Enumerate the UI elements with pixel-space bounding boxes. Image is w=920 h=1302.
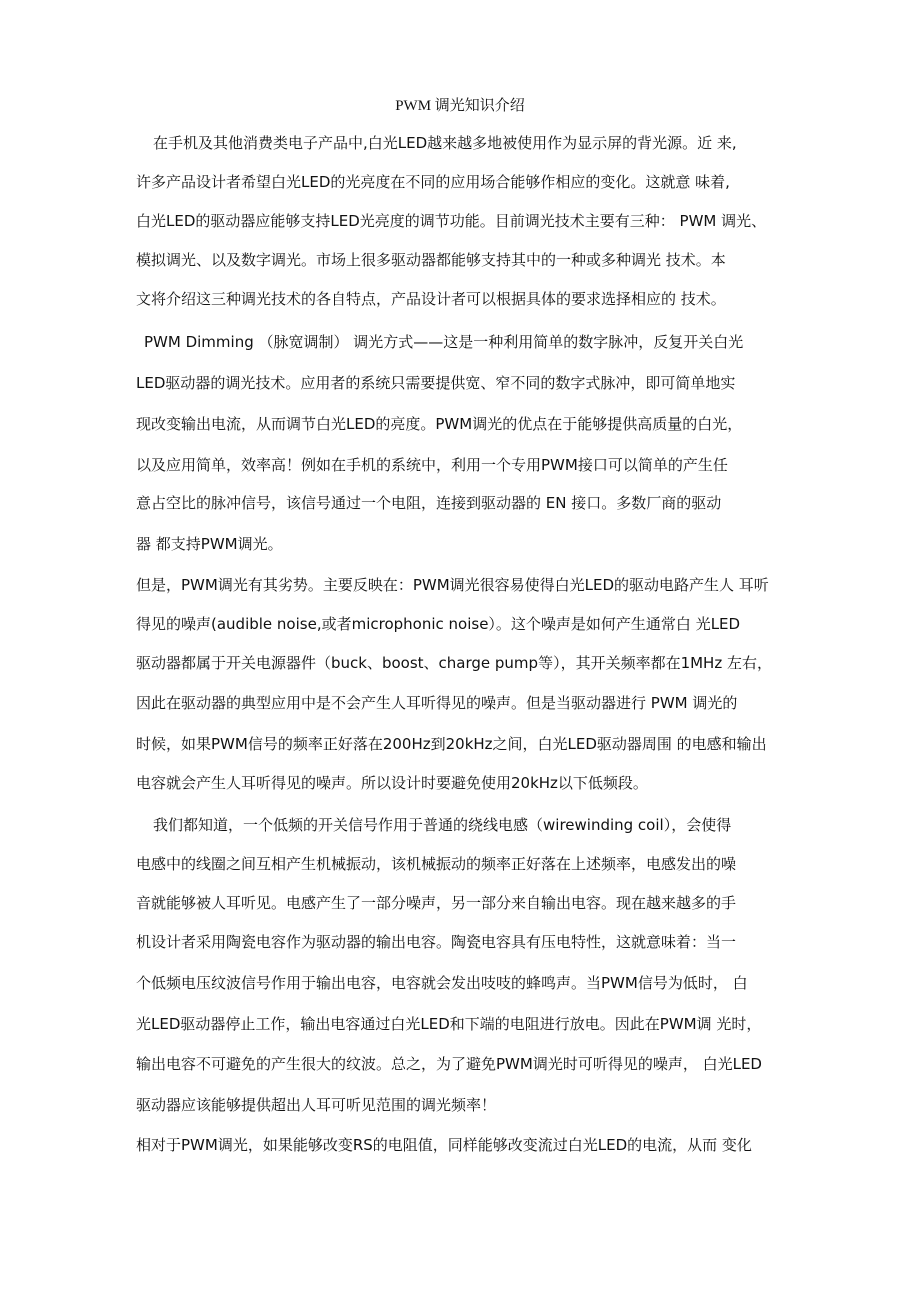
intro-line: 在手机及其他消费类电子产品中,白光LED越来越多地被使用作为显示屏的背光源。近 来, [153, 134, 737, 152]
drawback-line: 因此在驱动器的典型应用中是不会产生人耳听得见的噪声。但是当驱动器进行 PWM 调光的 [136, 694, 738, 712]
drawback-line: 驱动器都属于开关电源器件（buck、boost、charge pump等），其开关频率都在1MHz 左右， [136, 654, 772, 672]
drawback-line: 但是，PWM调光有其劣势。主要反映在：PWM调光很容易使得白光LED的驱动电路产生人 耳听 [136, 576, 769, 594]
inductor-line: 个低频电压纹波信号作用于输出电容，电容就会发出吱吱的蜂鸣声。当PWM信号为低时， 白 [136, 974, 748, 992]
pwm-line: 以及应用简单，效率高！例如在手机的系统中，利用一个专用PWM接口可以简单的产生任 [136, 456, 728, 474]
pwm-line: 现改变输出电流，从而调节白光LED的亮度。PWM调光的优点在于能够提供高质量的白光， [136, 415, 743, 433]
intro-line: 文将介绍这三种调光技术的各自特点，产品设计者可以根据具体的要求选择相应的 技术。 [136, 290, 726, 308]
intro-line: 许多产品设计者希望白光LED的光亮度在不同的应用场合能够作相应的变化。这就意 味着, [136, 173, 730, 191]
drawback-line: 得见的噪声(audible noise,或者microphonic noise）。这个噪声是如何产生通常白 光LED [136, 615, 741, 633]
inductor-line: 音就能够被人耳听见。电感产生了一部分噪声，另一部分来自输出电容。现在越来越多的手 [136, 894, 737, 912]
pwm-line: 意占空比的脉冲信号，该信号通过一个电阻，连接到驱动器的 EN 接口。多数厂商的驱动 [136, 494, 722, 512]
page-title: PWM 调光知识介绍 [395, 98, 525, 114]
inductor-line: 我们都知道，一个低频的开关信号作用于普通的绕线电感（wirewinding coil），会使得 [153, 816, 732, 834]
pwm-line: LED驱动器的调光技术。应用者的系统只需要提供宽、窄不同的数字式脉冲，即可简单地实 [136, 374, 736, 392]
inductor-line: 光LED驱动器停止工作，输出电容通过白光LED和下端的电阻进行放电。因此在PWM调 光时， [136, 1015, 762, 1033]
drawback-line: 电容就会产生人耳听得见的噪声。所以设计时要避免使用20kHz以下低频段。 [136, 774, 648, 792]
analog-line: 相对于PWM调光，如果能够改变RS的电阻值，同样能够改变流过白光LED的电流，从而 变化 [136, 1136, 752, 1154]
inductor-line: 机设计者采用陶瓷电容作为驱动器的输出电容。陶瓷电容具有压电特性，这就意味着：当一 [136, 933, 737, 951]
drawback-line: 时候，如果PWM信号的频率正好落在200Hz到20kHz之间，白光LED驱动器周围 的电感和输出 [136, 735, 767, 753]
pwm-line: 器 都支持PWM调光。 [136, 535, 283, 553]
inductor-line: 输出电容不可避免的产生很大的纹波。总之，为了避免PWM调光时可听得见的噪声， 白光LED [136, 1055, 762, 1073]
intro-line: 模拟调光、以及数字调光。市场上很多驱动器都能够支持其中的一种或多种调光 技术。本 [136, 251, 726, 269]
inductor-line: 电感中的线圈之间互相产生机械振动，该机械振动的频率正好落在上述频率，电感发出的噪 [136, 855, 737, 873]
intro-line: 白光LED的驱动器应能够支持LED光亮度的调节功能。目前调光技术主要有三种： PWM 调光、 [136, 212, 767, 230]
inductor-line: 驱动器应该能够提供超出人耳可听见范围的调光频率！ [136, 1096, 497, 1114]
pwm-line: PWM Dimming （脉宽调制） 调光方式——这是一种利用简单的数字脉冲，反复开关白光 [144, 333, 744, 351]
